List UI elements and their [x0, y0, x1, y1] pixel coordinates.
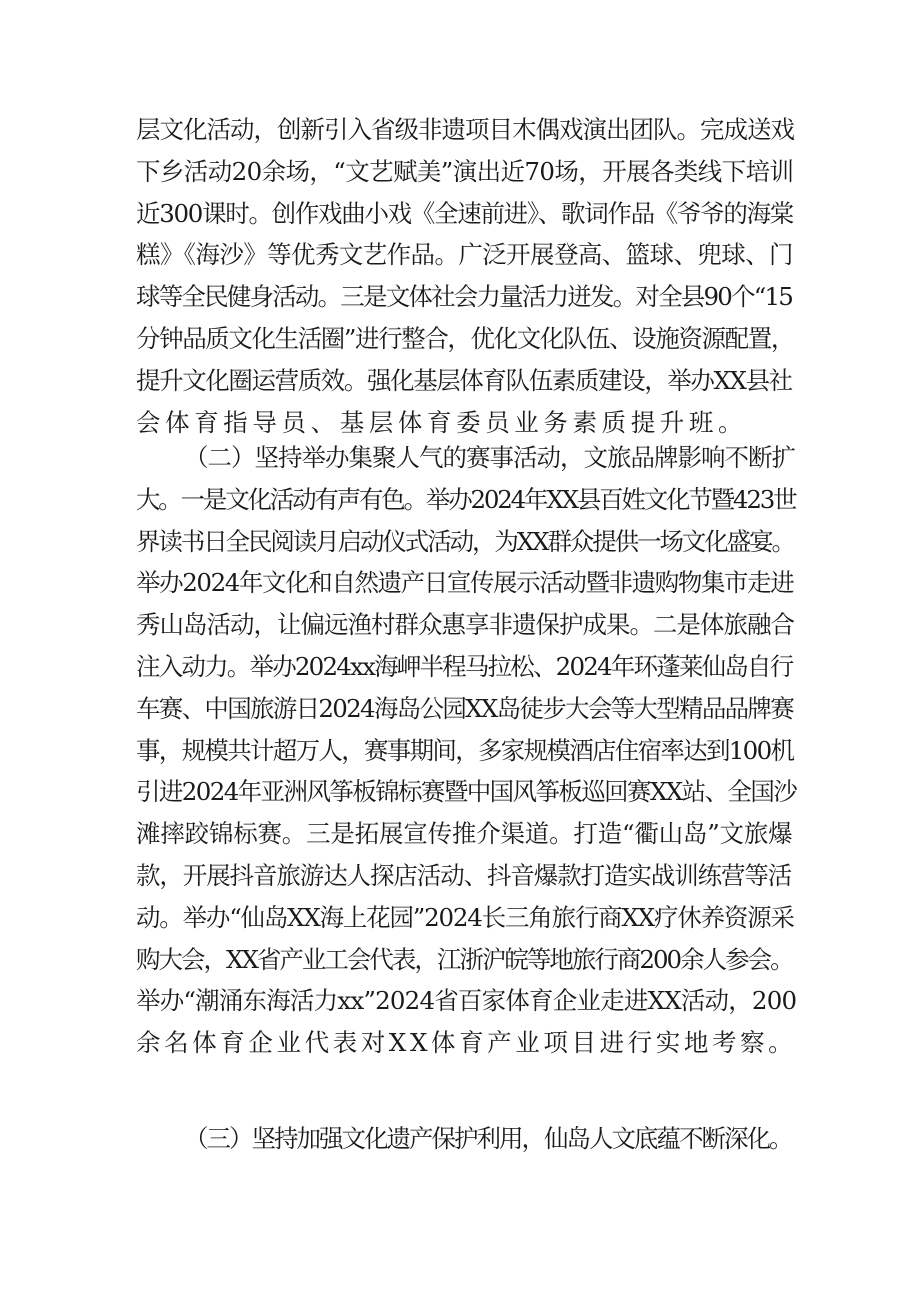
text-line: 车赛、中国旅游日2024海岛公园XX岛徒步大会等大型精品品牌赛 — [136, 693, 794, 723]
text-line: 动。举办“仙岛XX海上花园”2024长三角旅行商XX疗休养资源采 — [136, 902, 794, 932]
text-line: 滩摔跤锦标赛。三是拓展宣传推介渠道。打造“衢山岛”文旅爆 — [136, 819, 793, 849]
text-line: 举办“潮涌东海活力xx”2024省百家体育企业走进XX活动，200 — [136, 986, 797, 1016]
text-line: 款，开展抖音旅游达人探店活动、抖音爆款打造实战训练营等活 — [136, 860, 792, 890]
text-line: 分钟品质文化生活圈”进行整合，优化文化队伍、设施资源配置， — [136, 323, 794, 353]
text-line: 近300课时。创作戏曲小戏《全速前进》、歌词作品《爷爷的海棠 — [136, 198, 794, 228]
text-line: 会体育指导员、基层体育委员业务素质提升班。 — [136, 407, 748, 437]
text-line: 提升文化圈运营质效。强化基层体育队伍素质建设，举办XX县社 — [136, 365, 792, 395]
text-line: 引进2024年亚洲风筝板锦标赛暨中国风筝板巡回赛XX站、全国沙 — [136, 777, 797, 807]
paragraph-heritage — [136, 1118, 796, 1160]
section-heading-line: （二）坚持举办集聚人气的赛事活动，文旅品牌影响不断扩 — [184, 443, 795, 472]
text-line: 大。一是文化活动有声有色。举办2024年XX县百姓文化节暨423世 — [136, 484, 796, 514]
paragraph-culture-activities — [136, 109, 796, 443]
text-line: 余名体育企业代表对XX体育产业项目进行实地考察。 — [136, 1028, 797, 1058]
text-line: 购大会，XX省产业工会代表，江浙沪皖等地旅行商200余人参会。 — [136, 944, 793, 974]
text-line: 层文化活动，创新引入省级非遗项目木偶戏演出团队。完成送戏 — [136, 115, 794, 144]
text-line: 球等全民健身活动。三是文体社会力量活力迸发。对全县90个“15 — [136, 282, 793, 312]
text-line: 注入动力。举办2024xx海岬半程马拉松、2024年环蓬莱仙岛自行 — [136, 651, 793, 681]
text-line: 糕》《海沙》等优秀文艺作品。广泛开展登高、篮球、兜球、门 — [136, 240, 793, 270]
paragraph-events-brand — [136, 437, 796, 1064]
text-line: 举办2024年文化和自然遗产日宣传展示活动暨非遗购物集市走进 — [136, 568, 794, 598]
text-line: 秀山岛活动，让偏远渔村群众惠享非遗保护成果。二是体旅融合 — [136, 610, 794, 640]
text-line: 界读书日全民阅读月启动仪式活动，为XX群众提供一场文化盛宴。 — [136, 526, 794, 556]
text-line: 事，规模共计超万人，赛事期间，多家规模酒店住宿率达到100机 — [136, 735, 794, 765]
text-line: 下乡活动20余场，“文艺赋美”演出近70场，开展各类线下培训 — [136, 156, 794, 186]
section-heading-line: （三）坚持加强文化遗产保护利用，仙岛人文底蕴不断深化。 — [184, 1124, 792, 1153]
